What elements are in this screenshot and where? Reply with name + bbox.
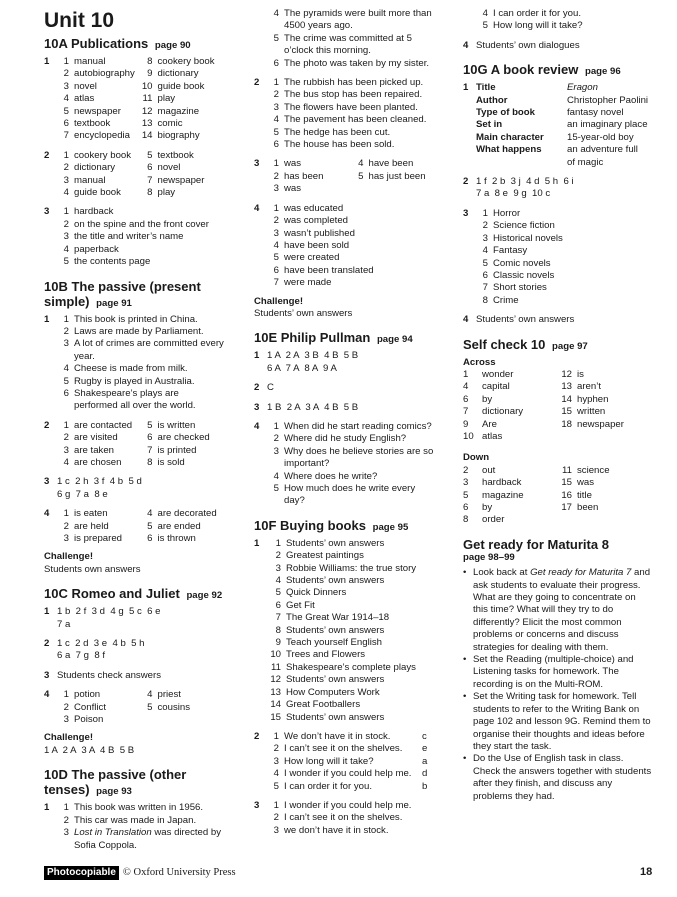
maturita-bullet-2: • Set the Reading (multiple-choice) and Listening tasks for homework. The recording is on the Multi-ROM.	[463, 654, 634, 690]
s10e-ex2: 2 C	[254, 382, 274, 394]
page-number: 18	[640, 866, 653, 878]
s10f-ex2: 2 1 We don’t have it in stock. c 2 I can’t see it on the shelves. e 3 How long will it take? a 4 I wonder if you could help me. d 5 I can order it for you. b	[254, 730, 428, 792]
s10b-ex1: 1 1 This book is printed in China. 2 Laws are made by Parliament. 3 A lot of crimes are committed every year. 4 Cheese is made from milk. 5 Rugby is played in Australia. 6 Shakespeare’s plays are performed all over the world.	[44, 313, 224, 412]
self-check-heading: Self check 10 page 97	[463, 336, 588, 352]
s10a-ex3: 3 1 hardback 2 on the spine and the front cover 3 the title and writer’s name 4 paperback 5 the contents page	[44, 206, 209, 268]
column-2	[254, 8, 436, 837]
section-10d-heading: 10D The passive (other tenses) page 93	[44, 767, 187, 798]
s10c-ex1: 1 1 b 2 f 3 d 4 g 5 c 6 e 7 a	[44, 606, 161, 630]
column-3	[463, 8, 653, 803]
s10c-ex4: 4 1 potion 4 priest 2 Conflict 5 cousins 3 Poison	[44, 689, 191, 726]
maturita-bullets	[463, 567, 653, 803]
maturita-heading: Get ready for Maturita 8	[463, 536, 609, 552]
column-1	[44, 8, 224, 852]
photocopiable-badge: Photocopiable	[44, 866, 119, 880]
section-10f-heading: 10F Buying books page 95	[254, 517, 409, 533]
maturita-page: page 98–99	[463, 551, 515, 563]
section-10g-heading: 10G A book review page 96	[463, 62, 621, 78]
s10b-challenge-text: Students own answers	[44, 563, 141, 575]
s10c-challenge-text: 1 A 2 A 3 A 4 B 5 B	[44, 744, 135, 756]
s10f-ex3: 3 1 I wonder if you could help me. 2 I can’t see it on the shelves. 3 we don’t have it in stock.	[254, 799, 412, 836]
s10a-ex2: 2 1 cookery book 5 textbook 2 dictionary 6 novel 3 manual 7 newspaper 4 guide book 8 play	[44, 149, 205, 199]
footer	[44, 866, 236, 880]
s10b-challenge-label: Challenge!	[44, 551, 94, 563]
section-10a-heading: 10A Publications page 90	[44, 36, 191, 51]
section-10c-heading: 10C Romeo and Juliet page 92	[44, 586, 223, 602]
s10e-ex1: 1 1 A 2 A 3 B 4 B 5 B 6 A 7 A 8 A 9 A	[254, 350, 359, 374]
s10b-ex2: 2 1 are contacted 5 is written 2 are visited 6 are checked 3 are taken 7 is printed 4 are chosen 8 is sold	[44, 419, 210, 468]
s10f-ex1: 1 1 Students’ own answers 2 Greatest paintings 3 Robbie Williams: the true story 4 Students’ own answers 5 Quick Dinners 6 Get Fit 7 The Great War 1914–18 8 Students’ own answers 9 Teach yourself English 10 Trees and Flowers 11 Shakespeare’s complete plays 12 Students’ own answers 13 How Computers Work 14 Great Footballers 15 Students’ own answers	[254, 537, 417, 723]
s10d-challenge-label: Challenge!	[254, 295, 304, 307]
s10b-ex4: 4 1 is eaten 4 are decorated 2 are held 5 are ended 3 is prepared 6 is thrown	[44, 508, 217, 544]
s10c-challenge-label: Challenge!	[44, 732, 94, 744]
s10d-challenge-text: Students’ own answers	[254, 307, 353, 319]
s10g-ex3: 3 1 Horror 2 Science fiction 3 Historical novels 4 Fantasy 5 Comic novels 6 Classic novels 7 Short stories 8 Crime	[463, 207, 563, 306]
s10d-ex1-cont: 4 The pyramids were built more than 4500 years ago. 5 The crime was committed at 5 o’clock this morning. 6 The photo was taken by my sister.	[273, 8, 432, 69]
s10e-ex4: 4 1 When did he start reading comics? 2 Where did he study English? 3 Why does he believe stories are so important? 4 Where does he write? 5 How much does he write every day?	[254, 420, 434, 507]
s10e-ex3: 3 1 B 2 A 3 A 4 B 5 B	[254, 401, 359, 413]
s10f-ex3-cont: 4 I can order it for you. 5 How long will it take?	[482, 8, 583, 32]
s10g-ex1: 1 Title Eragon Author Christopher Paolini Type of book fantasy novel Set in an imaginary place Main character 15-year-old boy What happens an adventure full of magic	[463, 82, 649, 168]
down-list: 2 out 11 science 3 hardback 15 was 5 magazine 16 title 6 by 17 been 8 order	[463, 464, 610, 526]
s10d-ex1: 1 1 This book was written in 1956. 2 This car was made in Japan. 3 Lost in Translation was directed by Sofia Coppola.	[44, 802, 222, 851]
maturita-bullet-4: • Do the Use of English task in class. Check the answers together with students after they finish, and discuss any problems they had.	[463, 753, 652, 802]
s10d-ex3: 3 1 was 4 have been 2 has been 5 has just been 3 was	[254, 158, 426, 195]
across-list: 1 wonder 12 is 4 capital 13 aren’t 6 by 14 hyphen 7 dictionary 15 written 9 Are 18 newspaper 10 atlas	[463, 368, 624, 442]
s10d-ex4: 4 1 was educated 2 was completed 3 wasn’t published 4 have been sold 5 were created 6 have been translated 7 were made	[254, 202, 374, 289]
s10g-ex2: 2 1 f 2 b 3 j 4 d 5 h 6 i 7 a 8 e 9 g 10 c	[463, 176, 574, 200]
across-label: Across	[463, 356, 496, 368]
section-10e-heading: 10E Philip Pullman page 94	[254, 330, 413, 346]
section-10b-heading: 10B The passive (present simple) page 91	[44, 278, 201, 309]
s10c-ex3: 3 Students check answers	[44, 669, 161, 681]
s10b-ex3: 3 1 c 2 h 3 f 4 b 5 d 6 g 7 a 8 e	[44, 476, 142, 500]
s10g-ex4: 4 Students’ own answers	[463, 314, 575, 326]
s10f-ex4: 4 Students’ own dialogues	[463, 39, 580, 51]
maturita-bullet-1: • Look back at Get ready for Maturita 7 and ask students to evaluate their progress. What are they going to concentrate on this time? What will they try to do differently? Elicit the most common problems or concerns and discuss strategies for dealing with them.	[463, 567, 651, 653]
unit-title: Unit 10	[44, 9, 115, 32]
s10d-ex2: 2 1 The rubbish has been picked up. 2 The bus stop has been repaired. 3 The flowers have been planted. 4 The pavement has been cleaned. 5 The hedge has been cut. 6 The house has been sold.	[254, 77, 427, 151]
down-label: Down	[463, 452, 490, 464]
maturita-bullet-3: • Set the Writing task for homework. Tell students to refer to the Writing Bank on page 102 and lesson 9G. Remind them to organise their thoughts and ideas before they start the task.	[463, 691, 651, 752]
s10a-ex1: 1 1 manual 8 cookery book 2 autobiography 9 dictionary 3 novel 10 guide book 4 atlas 11 play 5 newspaper 12 magazine 6 textbook 13 comic 7 encyclopedia 14 biography	[44, 56, 215, 142]
publisher-credit: © Oxford University Press	[122, 867, 236, 878]
s10c-ex2: 2 1 c 2 d 3 e 4 b 5 h 6 a 7 g 8 f	[44, 638, 145, 662]
